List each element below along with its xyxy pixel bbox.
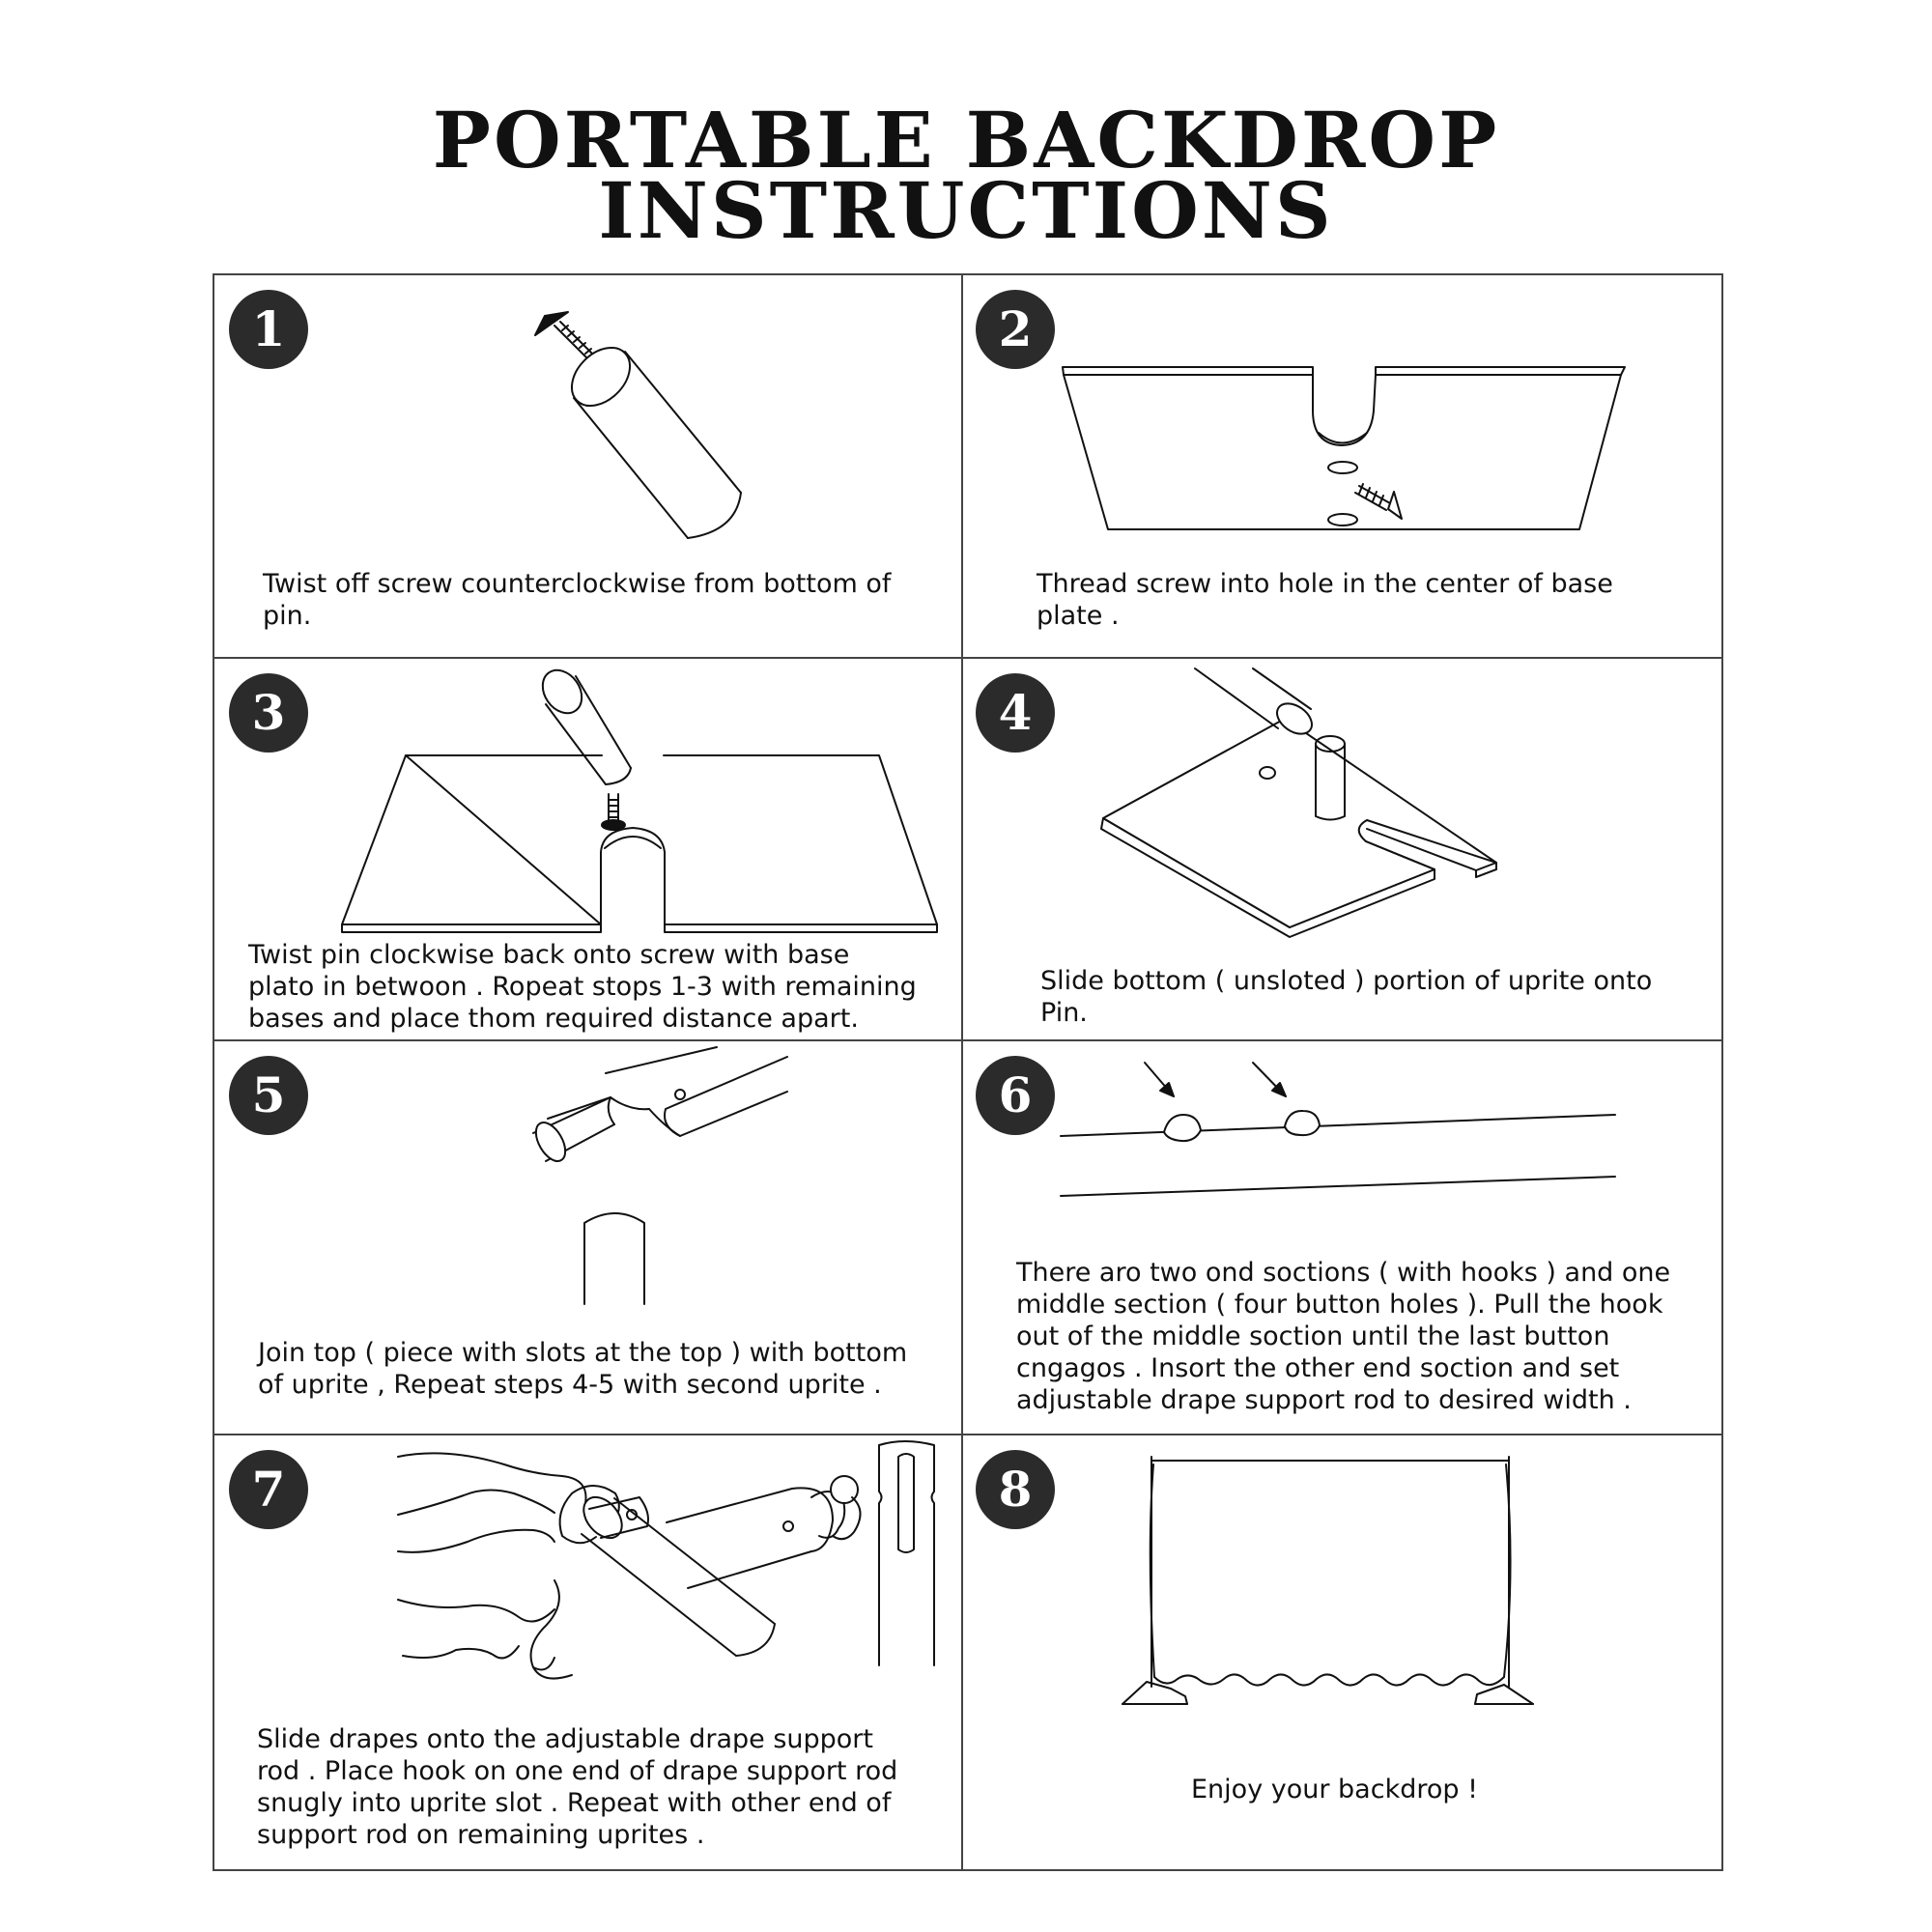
step-5-badge: 5 [229, 1056, 308, 1135]
step-8-caption: Enjoy your backdrop ! [1191, 1775, 1478, 1804]
step-6-badge: 6 [976, 1056, 1055, 1135]
step-3-caption: Twist pin clockwise back onto screw with base plato in betwoon . Ropeat stops 1-3 with remaining bases and place thom required distance apart. [248, 940, 917, 1034]
step-7-badge: 7 [229, 1450, 308, 1529]
step-1-panel [214, 275, 961, 657]
step-2-panel [963, 275, 1723, 657]
step-5-panel [214, 1041, 961, 1434]
step-7-caption: Slide drapes onto the adjustable drape support rod . Place hook on one end of drape support rod snugly into uprite slot . Repeat with other end of support rod on remaining uprites . [257, 1724, 898, 1850]
page-title-line-2: INSTRUCTIONS [598, 165, 1334, 256]
step-8-badge: 8 [976, 1450, 1055, 1529]
step-1-caption: Twist off screw counterclockwise from bottom of pin. [263, 569, 892, 631]
step-4-badge: 4 [976, 673, 1055, 753]
step-3-badge: 3 [229, 673, 308, 753]
step-8-finished-backdrop-illustration [963, 1435, 1723, 1871]
step-3-panel [214, 659, 961, 1039]
step-5-caption: Join top ( piece with slots at the top ) with bottom of uprite , Repeat steps 4-5 with second uprite . [258, 1338, 908, 1400]
step-2-badge: 2 [976, 290, 1055, 369]
step-1-badge: 1 [229, 290, 308, 369]
page-title-line-1: PORTABLE BACKDROP [432, 95, 1500, 185]
step-6-panel [963, 1041, 1723, 1434]
step-4-caption: Slide bottom ( unsloted ) portion of uprite onto Pin. [1040, 966, 1653, 1028]
step-2-caption: Thread screw into hole in the center of base plate . [1037, 569, 1613, 631]
step-8-panel [963, 1435, 1723, 1871]
instructions-grid [213, 273, 1723, 1871]
step-6-caption: There aro two ond soctions ( with hooks ) and one middle section ( four button holes ). Pull the hook out of the middle soction until the last button cngagos . Insort the other end soction and set adjustable drape support rod to desired width . [1016, 1258, 1671, 1415]
step-7-panel [214, 1435, 961, 1871]
step-4-panel [963, 659, 1723, 1039]
